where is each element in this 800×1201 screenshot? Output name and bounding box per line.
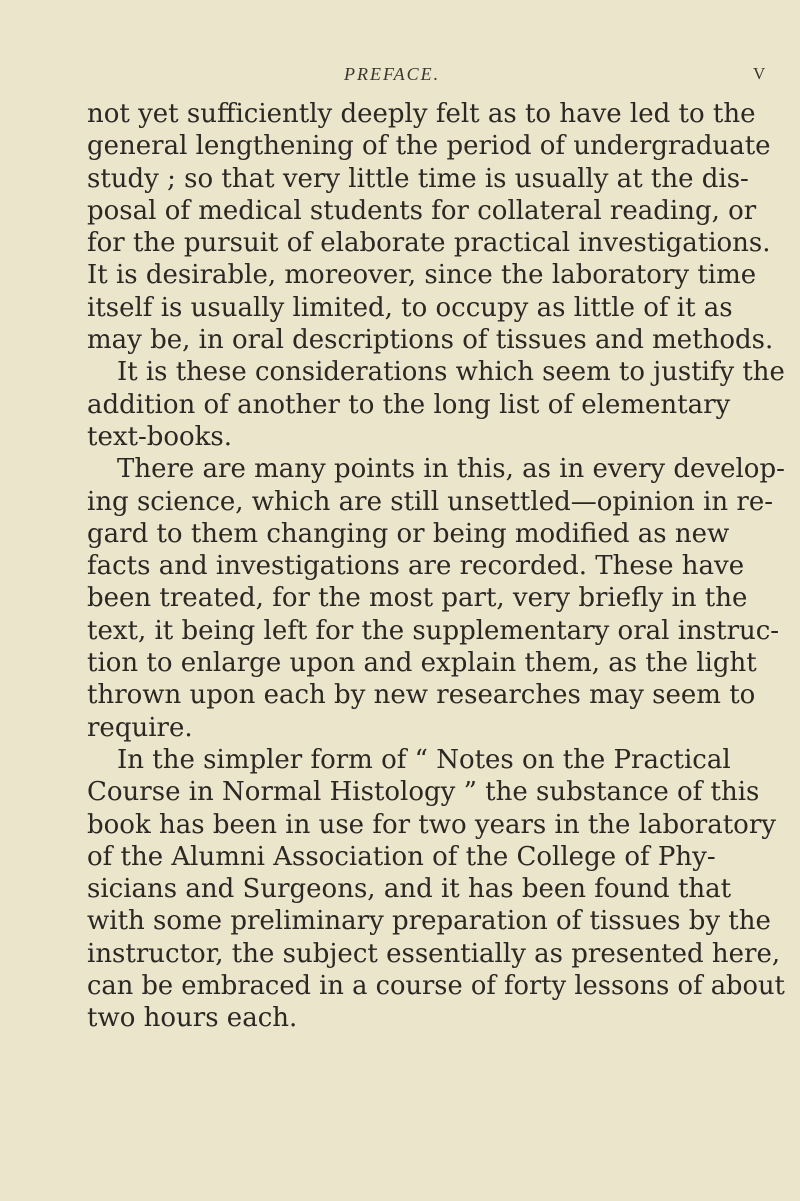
text-line: text-books. (87, 421, 233, 452)
paragraph-start-line: In the simpler form of “ Notes on the Practical (117, 744, 731, 775)
body-text (87, 98, 787, 1035)
text-line: posal of medical students for collateral reading, or (87, 195, 757, 226)
text-line: instructor, the subject essentially as presented here, (87, 938, 781, 969)
text-line: sicians and Surgeons, and it has been found that (87, 874, 732, 905)
page-number: V (753, 64, 766, 83)
text-line: study ; so that very little time is usually at the dis- (87, 163, 749, 194)
paragraph-start-line: It is these considerations which seem to justify the (117, 357, 785, 388)
text-line: Course in Normal Histology ” the substance of this (87, 777, 760, 808)
paragraph-start-line: There are many points in this, as in every develop- (117, 454, 785, 485)
text-line: itself is usually limited, to occupy as little of it as (87, 292, 733, 323)
text-line: not yet sufficiently deeply felt as to have led to the (87, 99, 756, 129)
text-line: may be, in oral descriptions of tissues and methods. (87, 325, 774, 356)
text-line: It is desirable, moreover, since the laboratory time (87, 260, 757, 291)
text-line: of the Alumni Association of the College of Phy- (87, 841, 716, 872)
text-line: general lengthening of the period of undergraduate (87, 131, 771, 162)
text-line: thrown upon each by new researches may seem to (87, 680, 756, 711)
text-line: book has been in use for two years in the laboratory (87, 809, 776, 840)
text-line: for the pursuit of elaborate practical investigations. (87, 228, 771, 259)
running-title: PREFACE. (344, 64, 441, 84)
text-line: addition of another to the long list of elementary (87, 389, 731, 420)
text-line: facts and investigations are recorded. These have (87, 551, 745, 582)
text-line: tion to enlarge upon and explain them, as the light (87, 648, 757, 679)
text-line: require. (87, 712, 193, 743)
text-line: gard to them changing or being modified as new (87, 518, 730, 549)
text-line: two hours each. (87, 1003, 298, 1034)
text-line: text, it being left for the supplementary oral instruc- (87, 615, 780, 646)
text-line: can be embraced in a course of forty lessons of about (87, 971, 785, 1002)
text-line: ing science, which are still unsettled—opinion in re- (87, 486, 773, 517)
text-line: been treated, for the most part, very briefly in the (87, 583, 748, 614)
text-line: with some preliminary preparation of tissues by the (87, 906, 771, 937)
page-header (0, 64, 800, 90)
